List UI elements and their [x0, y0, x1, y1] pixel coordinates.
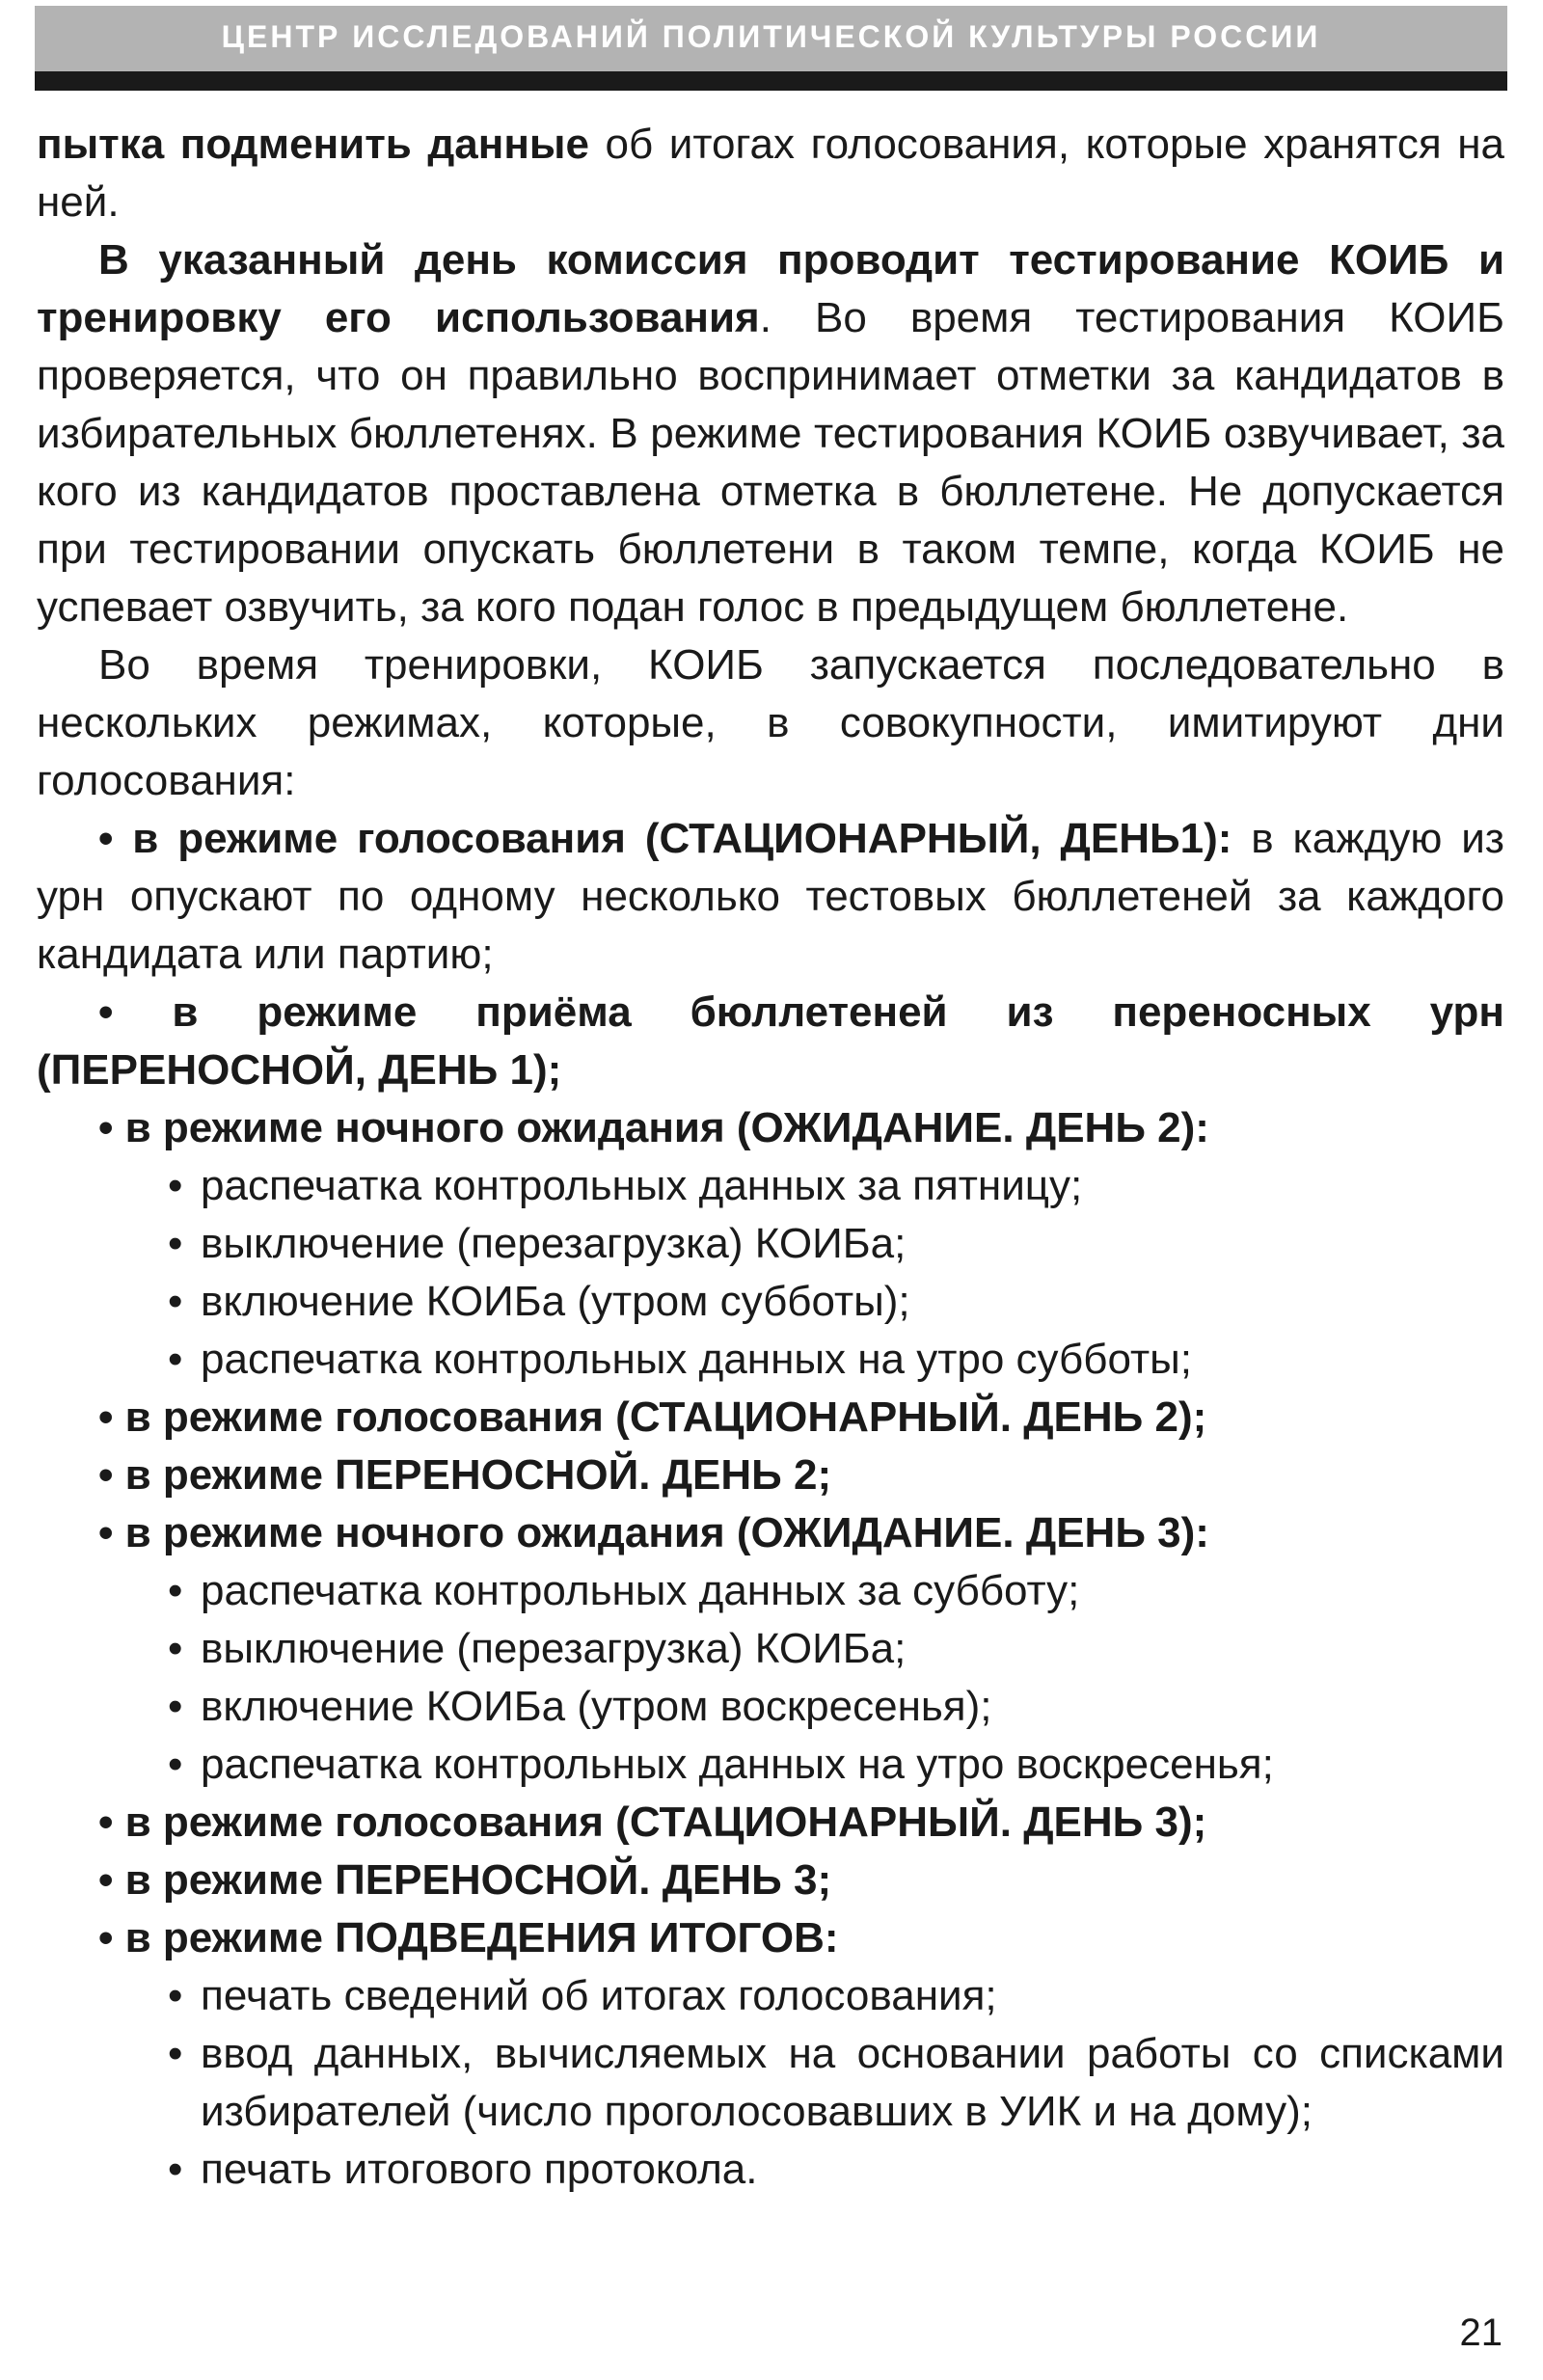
- mode-label: в режиме приёма бюллетеней из переносных урн (ПЕРЕНОСНОЙ, ДЕНЬ 1);: [37, 988, 1505, 1094]
- bullet-symbol: •: [98, 1393, 114, 1441]
- paragraph-testing: [37, 231, 1504, 636]
- bullet-symbol: •: [168, 1220, 183, 1267]
- mode-label: в режиме ПОДВЕДЕНИЯ ИТОГОВ:: [124, 1914, 839, 1961]
- mode-label: в режиме голосования (СТАЦИОНАРНЫЙ, ДЕНЬ1):: [132, 815, 1232, 862]
- mode-label: в режиме ПЕРЕНОСНОЙ. ДЕНЬ 3;: [124, 1856, 832, 1904]
- paragraph-text: Во время тренировки, КОИБ запускается последовательно в нескольких режимах, которые, в совокупности, имитируют дни голосования:: [37, 641, 1504, 804]
- paragraph-continuation: [37, 116, 1504, 231]
- bullet-symbol: •: [98, 1451, 114, 1499]
- sub-list-item: [37, 1331, 1504, 1389]
- running-header: [35, 6, 1507, 91]
- bullet-symbol: •: [98, 1799, 114, 1846]
- sub-list-item: [37, 1157, 1504, 1215]
- bullet-symbol: •: [168, 2030, 183, 2077]
- page-number: 21: [1459, 2312, 1502, 2354]
- bullet-symbol: •: [168, 1683, 183, 1730]
- list-item: [37, 984, 1504, 1099]
- step-text: распечатка контрольных данных за пятницу;: [201, 1162, 1083, 1209]
- list-item: [37, 1794, 1504, 1852]
- bullet-symbol: •: [168, 1567, 183, 1614]
- list-item: [37, 1447, 1504, 1504]
- header-title: ЦЕНТР ИССЛЕДОВАНИЙ ПОЛИТИЧЕСКОЙ КУЛЬТУРЫ РОССИИ: [221, 18, 1321, 54]
- sub-list-item: [37, 1273, 1504, 1331]
- step-text: печать сведений об итогах голосования;: [201, 1972, 997, 2019]
- bullet-symbol: •: [168, 1336, 183, 1383]
- list-item: [37, 1909, 1504, 1967]
- step-text: включение КОИБа (утром воскресенья);: [201, 1683, 992, 1730]
- paragraph-text: . Во время тестирования КОИБ проверяется, что он правильно воспринимает отметки за кандидатов в избирательных бюллетенях. В режиме тестирования КОИБ озвучивает, за кого из кандидатов проставлена отметка в бюллетене. Не допускается при тестировании опускать бюллетени в таком темпе, когда КОИБ не успевает озвучить, за кого подан голос в предыдущем бюллетене.: [37, 294, 1504, 631]
- bullet-symbol: •: [168, 2146, 183, 2193]
- sub-list-item: [37, 1736, 1504, 1794]
- bullet-symbol: •: [98, 1509, 114, 1556]
- bullet-symbol: •: [98, 815, 114, 862]
- bullet-symbol: •: [98, 1856, 114, 1904]
- sub-list-item: [37, 1215, 1504, 1273]
- step-text: распечатка контрольных данных на утро субботы;: [201, 1336, 1192, 1383]
- step-text: распечатка контрольных данных за субботу;: [201, 1567, 1080, 1614]
- list-item: [37, 1852, 1504, 1909]
- step-text: выключение (перезагрузка) КОИБа;: [201, 1625, 907, 1672]
- mode-text: в каждую из урн опускают по одному несколько тестовых бюллетеней за каждого кандидата или партию;: [37, 815, 1504, 978]
- step-text: распечатка контрольных данных на утро воскресенья;: [201, 1741, 1274, 1788]
- list-item: [37, 1504, 1504, 1562]
- sub-list-item: [37, 1562, 1504, 1620]
- bullet-symbol: •: [168, 1741, 183, 1788]
- list-item: [37, 1389, 1504, 1447]
- mode-label: в режиме ПЕРЕНОСНОЙ. ДЕНЬ 2;: [124, 1451, 832, 1499]
- list-item: [37, 1099, 1504, 1157]
- sub-list-item: [37, 1678, 1504, 1736]
- paragraph-text: об итогах голосования, которые хранятся на ней.: [37, 121, 1504, 226]
- mode-label: в режиме голосования (СТАЦИОНАРНЫЙ. ДЕНЬ 3);: [124, 1799, 1207, 1846]
- bold-phrase: В указанный день комиссия проводит тестирование КОИБ и тренировку его использования: [37, 236, 1504, 341]
- mode-label: в режиме ночного ожидания (ОЖИДАНИЕ. ДЕНЬ 2):: [124, 1104, 1209, 1151]
- bullet-symbol: •: [98, 1914, 114, 1961]
- sub-list-item: [37, 2025, 1504, 2141]
- bullet-symbol: •: [168, 1972, 183, 2019]
- step-text: выключение (перезагрузка) КОИБа;: [201, 1220, 907, 1267]
- paragraph-training: [37, 636, 1504, 810]
- bold-phrase: пытка подменить данные: [37, 121, 589, 168]
- step-text: ввод данных, вычисляемых на основании работы со списками избирателей (число проголосовавших в УИК и на дому);: [201, 2030, 1504, 2135]
- page-body: [37, 116, 1504, 2199]
- sub-list-item: [37, 1967, 1504, 2025]
- sub-list-item: [37, 2141, 1504, 2199]
- sub-list-item: [37, 1620, 1504, 1678]
- bullet-symbol: •: [168, 1162, 183, 1209]
- step-text: включение КОИБа (утром субботы);: [201, 1278, 910, 1325]
- mode-label: в режиме голосования (СТАЦИОНАРНЫЙ. ДЕНЬ 2);: [124, 1393, 1207, 1441]
- step-text: печать итогового протокола.: [201, 2146, 758, 2193]
- list-item: [37, 810, 1504, 984]
- bullet-symbol: •: [168, 1625, 183, 1672]
- bullet-symbol: •: [168, 1278, 183, 1325]
- mode-label: в режиме ночного ожидания (ОЖИДАНИЕ. ДЕНЬ 3):: [124, 1509, 1209, 1556]
- bullet-symbol: •: [98, 1104, 114, 1151]
- bullet-symbol: •: [98, 988, 114, 1036]
